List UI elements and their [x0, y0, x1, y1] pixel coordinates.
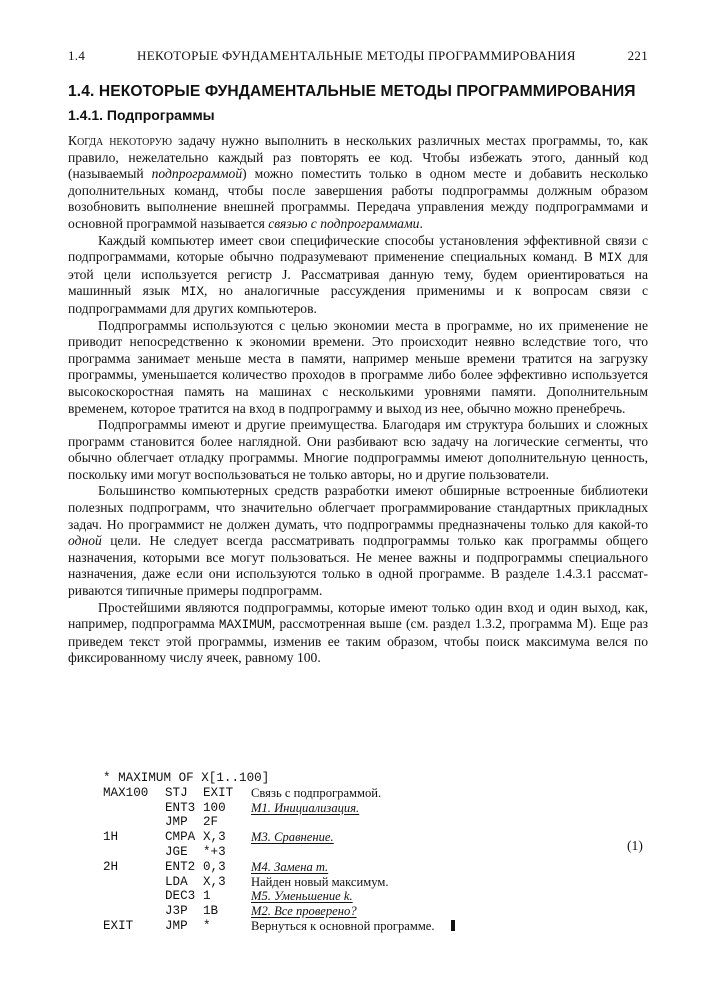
program-remark [251, 919, 455, 934]
program-address: *+3 [203, 844, 226, 859]
program-opcode: LDA [165, 874, 188, 889]
code-mix: MIX [599, 251, 622, 266]
program-label [103, 815, 165, 830]
body-text [68, 133, 648, 667]
program-opcode: STJ [165, 785, 188, 800]
paragraph-2-text-c: , но аналогичные рассуждения применимы и к вопросам связи с подпрограммами для других компьютеров. [68, 283, 648, 316]
paragraph-5 [68, 483, 648, 599]
header-running-title: НЕКОТОРЫЕ ФУНДАМЕНТАЛЬНЫЕ МЕТОДЫ ПРОГРАММИРОВАНИЯ [137, 48, 576, 63]
program-address: 100 [203, 800, 226, 815]
section-title: 1.4. НЕКОТОРЫЕ ФУНДАМЕНТАЛЬНЫЕ МЕТОДЫ ПРОГРАММИРОВАНИЯ [68, 83, 636, 100]
program-address: X,3 [203, 830, 226, 845]
paragraph-6 [68, 600, 648, 667]
paragraph-lead: Когда некоторую [68, 133, 173, 148]
program-label [103, 801, 165, 816]
program-row [103, 815, 455, 830]
program-opcode: JMP [165, 815, 188, 830]
program-opcode: CMPA [165, 830, 196, 845]
program-step-remark: M1. Инициализация. [251, 800, 360, 815]
program-step-remark: M4. Замена m. [251, 859, 329, 874]
program-label [103, 889, 165, 904]
program-label: MAX100 [103, 785, 149, 800]
program-row [103, 830, 455, 845]
header-section-number: 1.4 [68, 48, 86, 63]
program-opcode: J3P [165, 904, 188, 919]
term-subroutine-linkage: связью с подпрограммами [268, 215, 420, 231]
program-row [103, 875, 455, 890]
equation-number: (1) [627, 838, 643, 853]
program-address: 0,3 [203, 859, 226, 874]
program-listing [103, 771, 455, 934]
program-opcode: ENT3 [165, 800, 196, 815]
program-opcode: ENT2 [165, 859, 196, 874]
paragraph-6-text-a: Простейшими являются подпрограммы, которые имеют только один вход и один выход, как, например, подпрограмма [68, 599, 648, 632]
emphasis-one: одной [68, 533, 102, 549]
running-header [68, 48, 648, 64]
program-label: 1H [103, 830, 119, 845]
program-remark: Найден новый максимум. [251, 874, 389, 889]
program-row [103, 904, 455, 919]
program-label [103, 845, 165, 860]
subsection-title: 1.4.1. Подпрограммы [68, 107, 215, 123]
paragraph-3: Подпрограммы используются с целью экономии места в программе, но их применение не приводит непосредственно к экономии времени. Это происходит неявно вследствие того, что программа занимает меньше места в памяти, например меньше времени тратится на загрузку программы, уменьшается количество проходов в программе либо более эффективно используется высокоскоростная память на машинах с несколькими уровнями памяти. Дополнительным временем, которое тратится на вход в подпрограмму и выход из нее, обычно можно пренебречь. [68, 317, 648, 416]
program-step-remark: M5. Уменьшение k. [251, 889, 353, 904]
program-address: 1 [203, 889, 211, 904]
paragraph-5-text-a: Большинство компьютерных средств разработки имеют обширные встроенные библиотеки полезных подпрограмм, что значительно облегчает программирование стандартных прикладных задач. Но программист не должен думать, что подпрограммы предназначены только для какой-то [68, 483, 648, 532]
program-address: 2F [203, 815, 219, 830]
end-of-algorithm-mark [451, 920, 455, 931]
program-row [103, 801, 455, 816]
program-header: * MAXIMUM OF X[1..100] [103, 771, 270, 785]
paragraph-4: Подпрограммы имеют и другие преимущества. Благодаря им структура больших и сложных программ становится более наглядной. Они разбивают всю задачу на логические сегменты, что обычно облегчает отладку программы. Многие подпрограммы имеют дополнительную ценность, поскольку ими могут воспользоваться не только авторы, но и другие пользователи. [68, 417, 648, 482]
paragraph-2-text-a: Каждый компьютер имеет свои специфические способы установления эффективной связи с подпрограммами, которые обычно подразумевают применение специальных команд. В [68, 232, 648, 265]
program-row [103, 845, 455, 860]
program-opcode: JMP [165, 918, 188, 933]
paragraph-5-text-b: цели. Не следует всегда рассматривать подпрограммы только как программы общего назначения, которыми все могут пользоваться. Не менее важны и подпрограммы специального назначения, даже если они используются только в одной программе. В разделе 1.4.3.1 рассматриваются типичные примеры подпрограмм. [68, 533, 648, 599]
program-address: EXIT [203, 785, 234, 800]
paragraph-1-text-b: ) можно поместить только в одном месте и добавить несколько дополнительных команд, чтобы после завершения работы подпрограммы должным образом возобновить выполнение внешней программы. Передача управления между подпрограммами и основной программой называется [68, 166, 648, 231]
program-opcode: DEC3 [165, 889, 196, 904]
program-row [103, 919, 455, 934]
program-address: 1B [203, 904, 219, 919]
paragraph-1-text-a: задачу нужно выполнить в нескольких различных местах программы, то, как правило, нежелательно каждый раз повторять ее код. Чтобы избежать этого, данный код (называемый [68, 133, 648, 182]
program-row [103, 889, 455, 904]
program-address: X,3 [203, 874, 226, 889]
program-address: * [203, 918, 211, 933]
paragraph-2 [68, 233, 648, 318]
code-mix: MIX [181, 285, 205, 300]
program-step-remark: M3. Сравнение. [251, 830, 334, 845]
program-row [103, 786, 455, 801]
program-row [103, 860, 455, 875]
paragraph-1-text-c: . [419, 215, 423, 231]
code-maximum: MAXIMUM [218, 618, 272, 633]
header-page-number: 221 [627, 48, 648, 63]
program-label [103, 904, 165, 919]
paragraph-6-text-b: , рассмотренная выше (см. раздел 1.3.2, программа M). Еще раз приведем текст этой программы, изменив ее таким образом, чтобы поиск максимума велся по фиксированному числу ячеек, равному 100. [68, 616, 649, 666]
program-opcode: JGE [165, 844, 188, 859]
program-label: 2H [103, 859, 119, 874]
program-remark: Связь с подпрограммой. [251, 785, 382, 800]
program-label: EXIT [103, 918, 134, 933]
term-subroutine: подпрограммой [151, 166, 243, 182]
program-label [103, 875, 165, 890]
program-step-remark: M2. Все проверено? [251, 904, 357, 919]
paragraph-2-text-b: для этой цели используется регистр J. Рассматривая данную тему, будем ориентироваться на машинный язык [68, 249, 649, 299]
program-remark-text: Вернуться к основной программе. [251, 918, 435, 933]
paragraph-1 [68, 133, 648, 233]
